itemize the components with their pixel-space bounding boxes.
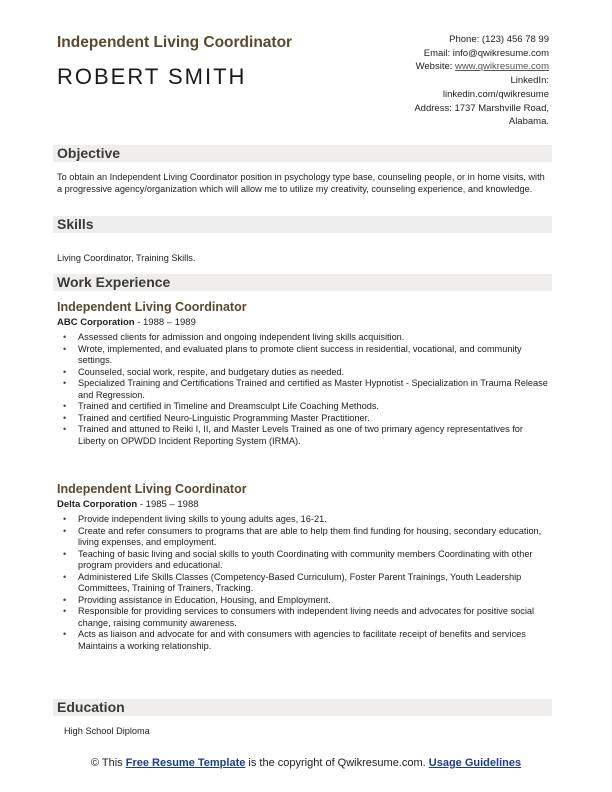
footer-prefix: © This xyxy=(90,757,126,769)
job-entry xyxy=(57,482,550,653)
job-dates: - 1988 – 1989 xyxy=(134,317,196,328)
copyright-footer xyxy=(60,756,552,770)
job-entry xyxy=(57,300,550,447)
duty-item: • Counseled, social work, respite, and budgetary duties as needed. xyxy=(57,367,550,379)
job-company-line xyxy=(57,317,550,329)
website xyxy=(414,60,549,74)
duty-item: • Specialized Training and Certifications Trained and certified as Master Hypnotist - Specialization in Trauma Release and Regression. xyxy=(57,378,550,401)
footer-middle: is the copyright of Qwikresume.com. xyxy=(245,757,429,769)
skills-heading: Skills xyxy=(57,216,94,232)
duty-item: • Teaching of basic living and social skills to youth Coordinating with community members Coordinating with other program providers and educational. xyxy=(57,549,550,572)
job-company: ABC Corporation xyxy=(57,317,135,328)
address-line-1: Address: 1737 Marshville Road, xyxy=(414,102,549,114)
duty-item: • Responsible for providing services to consumers with independent living needs and advocates for positive social change, raising community awareness. xyxy=(57,606,550,629)
objective-text: To obtain an Independent Living Coordinator position in psychology type base, counseling people, or in home visits, with a progressive agency/organization which will allow me to utilize my creativity, counseling experience, and knowledge. xyxy=(57,172,545,194)
phone: Phone: (123) 456 78 99 xyxy=(449,34,549,45)
skills-section-header xyxy=(53,216,552,233)
linkedin-label: LinkedIn: xyxy=(510,75,549,87)
job-position-title: Independent Living Coordinator xyxy=(57,482,247,496)
job-dates: - 1985 – 1988 xyxy=(137,499,199,510)
website-link[interactable]: www.qwikresume.com xyxy=(455,61,549,73)
duty-item: • Create and refer consumers to programs that are able to help them find funding for housing, secondary education, living expenses, and employment. xyxy=(57,526,550,549)
duty-item: • Trained and certified in Timeline and Dreamsculpt Life Coaching Methods. xyxy=(57,401,550,413)
linkedin-url: linkedin.com/qwikresume xyxy=(442,88,549,100)
job-company: Delta Corporation xyxy=(57,499,138,510)
candidate-name: ROBERT SMITH xyxy=(57,64,247,89)
contact-info xyxy=(414,33,549,129)
work-section-header xyxy=(53,274,552,291)
duty-item: • Trained and attuned to Reiki I, II, and Master Levels Trained as one of two primary agency representatives for Liberty on OPWDD Incident Reporting System (IRMA). xyxy=(57,424,550,447)
education-heading: Education xyxy=(57,699,125,715)
duty-item: • Trained and certified Neuro-Linguistic Programming Master Practitioner. xyxy=(57,413,550,425)
free-resume-template-link[interactable]: Free Resume Template xyxy=(125,757,246,769)
duty-item: • Acts as liaison and advocate for and with consumers with agencies to facilitate receipt of benefits and services Maintains a working relationship. xyxy=(57,629,550,652)
objective-section-header xyxy=(53,145,552,162)
address-line-2: Alabama. xyxy=(508,116,549,128)
objective-heading: Objective xyxy=(57,145,121,161)
work-heading: Work Experience xyxy=(57,274,171,290)
job-position-title: Independent Living Coordinator xyxy=(57,300,247,314)
duty-item: • Providing assistance in Education, Housing, and Employment. xyxy=(57,595,550,607)
objective-body xyxy=(57,172,550,196)
education-body xyxy=(64,726,557,738)
job-company-line xyxy=(57,499,550,511)
email: Email: info@qwikresume.com xyxy=(423,47,549,59)
job-title: Independent Living Coordinator xyxy=(57,34,293,51)
skills-body xyxy=(57,253,550,265)
usage-guidelines-link[interactable]: Usage Guidelines xyxy=(428,757,522,769)
skills-text: Living Coordinator, Training Skills. xyxy=(57,253,196,263)
website-label: Website: xyxy=(415,61,456,73)
education-section-header xyxy=(53,699,552,716)
duty-item: • Provide independent living skills to young adults ages, 16-21. xyxy=(57,514,550,526)
job-duties-list xyxy=(57,514,550,653)
duty-item: • Wrote, implemented, and evaluated plans to promote client success in residential, vocational, and community settings. xyxy=(57,344,550,367)
job-duties-list xyxy=(57,332,550,447)
education-text: High School Diploma xyxy=(64,726,150,736)
duty-item: • Administered Life Skills Classes (Competency-Based Curriculum), Foster Parent Trainings, Youth Leadership Committees, Training of Trainers, Tracking. xyxy=(57,572,550,595)
duty-item: • Assessed clients for admission and ongoing independent living skills acquisition. xyxy=(57,332,550,344)
